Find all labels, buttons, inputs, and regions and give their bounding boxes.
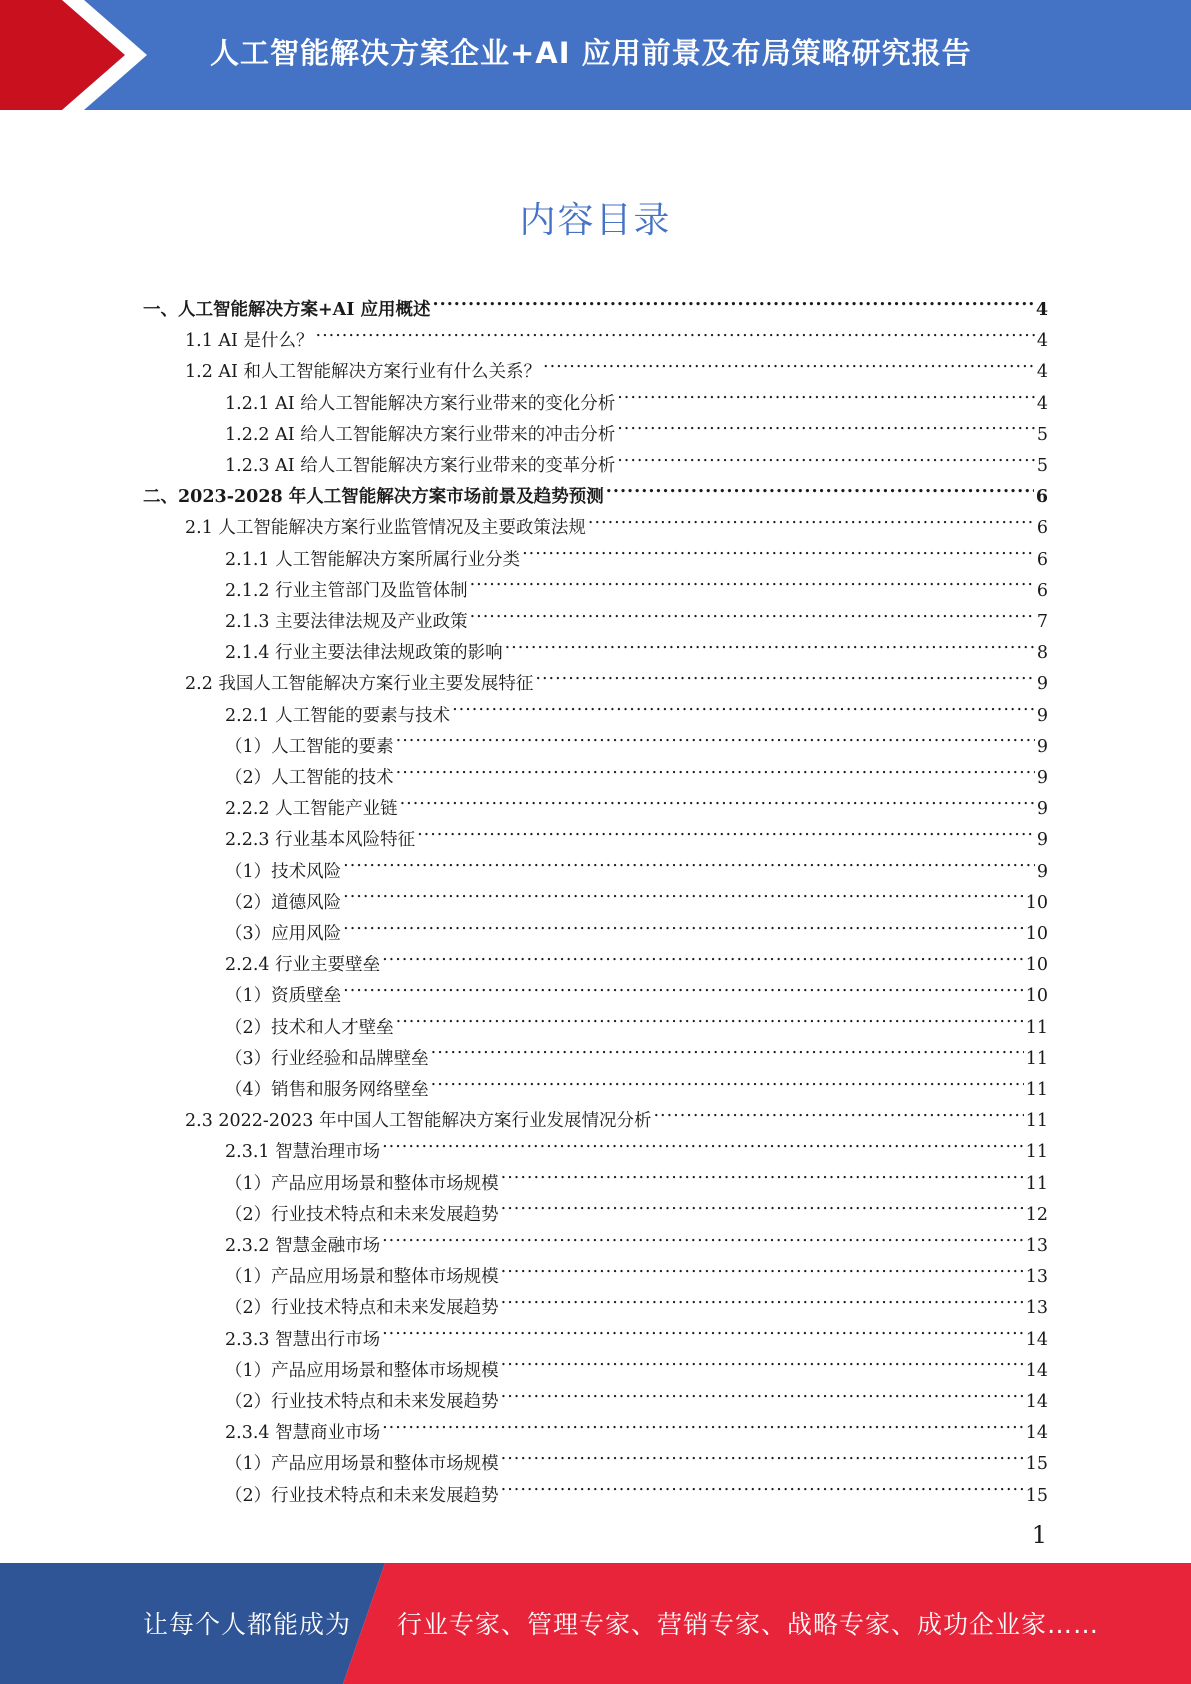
- toc-entry[interactable]: [225, 440, 1048, 476]
- toc-entry-label: 2.1 人工智能解决方案行业监管情况及主要政策法规: [185, 518, 586, 539]
- toc-entry[interactable]: [143, 471, 1048, 508]
- toc-leader-dots: [501, 1282, 1024, 1313]
- toc-leader-dots: [505, 627, 1035, 658]
- toc-leader-dots: [617, 440, 1035, 471]
- toc-entry-page: 10: [1025, 892, 1048, 913]
- toc-leader-dots: [343, 877, 1024, 908]
- toc-entry[interactable]: [225, 814, 1048, 851]
- toc-leader-dots: [501, 1189, 1024, 1220]
- toc-leader-dots: [400, 783, 1035, 814]
- toc-entry-label: （1）人工智能的要素: [225, 736, 394, 757]
- toc-entry-label: 2.3.1 智慧治理市场: [225, 1142, 381, 1163]
- toc-entry[interactable]: [225, 378, 1048, 414]
- toc-leader-dots: [417, 814, 1035, 845]
- toc-entry[interactable]: [225, 1158, 1048, 1194]
- toc-entry-page: 11: [1025, 1080, 1048, 1100]
- toc-title: 内容目录: [519, 200, 672, 241]
- toc-entry-label: 2.2 我国人工智能解决方案行业主要发展特征: [185, 674, 534, 695]
- toc-leader-dots: [501, 1158, 1024, 1189]
- toc-entry[interactable]: [225, 1220, 1048, 1256]
- toc-entry-page: 9: [1036, 830, 1048, 851]
- toc-entry[interactable]: [225, 970, 1048, 1007]
- toc-entry[interactable]: [225, 690, 1048, 726]
- toc-entry-label: 1.2 AI 和人工智能解决方案行业有什么关系？: [185, 362, 542, 383]
- toc-entry-label: 1.1 AI 是什么？: [185, 331, 314, 352]
- toc-leader-dots: [543, 346, 1035, 377]
- report-title: 人工智能解决方案企业+AI 应用前景及布局策略研究报告: [210, 36, 972, 70]
- toc-leader-dots: [617, 409, 1035, 440]
- toc-entry-label: 2.2.4 行业主要壁垒: [225, 955, 381, 976]
- toc-entry-page: 14: [1025, 1360, 1048, 1381]
- toc-entry[interactable]: [225, 409, 1048, 445]
- toc-entry-label: （2）行业技术特点和未来发展趋势: [225, 1204, 499, 1225]
- toc-entry-label: （1）产品应用场景和整体市场规模: [225, 1360, 499, 1381]
- toc-entry-page: 14: [1025, 1329, 1048, 1350]
- toc-leader-dots: [470, 596, 1035, 627]
- footer-banner: [0, 1563, 1191, 1684]
- toc-entry-page: 9: [1036, 861, 1048, 882]
- toc-entry-page: 11: [1025, 1111, 1048, 1132]
- toc-entry-page: 10: [1025, 955, 1048, 976]
- toc-entry-label: （2）道德风险: [225, 892, 342, 913]
- toc-entry[interactable]: [225, 846, 1048, 882]
- toc-entry[interactable]: [143, 284, 1048, 320]
- toc-entry[interactable]: [225, 721, 1048, 757]
- toc-entry-page: 6: [1035, 487, 1048, 508]
- toc-entry-page: 4: [1035, 300, 1048, 320]
- toc-entry-label: （2）行业技术特点和未来发展趋势: [225, 1392, 499, 1412]
- toc-entry-page: 10: [1025, 924, 1048, 944]
- toc-entry[interactable]: [225, 1345, 1048, 1381]
- toc-entry-label: 2.1.1 人工智能解决方案所属行业分类: [225, 549, 521, 570]
- toc-entry-label: （2）技术和人才壁垒: [225, 1017, 394, 1038]
- toc-entry[interactable]: [225, 596, 1048, 632]
- toc-entry[interactable]: [225, 752, 1048, 788]
- toc-entry[interactable]: [225, 627, 1048, 664]
- toc-entry-page: 11: [1025, 1048, 1048, 1069]
- toc-entry-label: （1）产品应用场景和整体市场规模: [225, 1173, 499, 1194]
- toc-entry-page: 5: [1036, 456, 1048, 476]
- toc-entry-page: 13: [1025, 1236, 1048, 1256]
- toc-entry-label: （3）应用风险: [225, 924, 342, 944]
- toc-entry-label: （2）行业技术特点和未来发展趋势: [225, 1485, 499, 1506]
- toc-entry[interactable]: [225, 565, 1048, 601]
- toc-entry-label: （4）销售和服务网络壁垒: [225, 1080, 429, 1100]
- toc-leader-dots: [431, 1033, 1024, 1064]
- toc-leader-dots: [343, 908, 1024, 939]
- toc-entry-label: 二、2023-2028 年人工智能解决方案市场前景及趋势预测: [143, 487, 604, 508]
- toc-entry-page: 12: [1025, 1204, 1048, 1225]
- toc-entry[interactable]: [225, 1282, 1048, 1319]
- toc-entry[interactable]: [185, 1095, 1048, 1132]
- toc-entry-page: 4: [1036, 331, 1048, 352]
- toc-leader-dots: [433, 284, 1034, 315]
- toc-leader-dots: [343, 970, 1024, 1001]
- toc-leader-dots: [617, 378, 1035, 409]
- toc-entry-page: 14: [1025, 1423, 1048, 1444]
- toc-leader-dots: [382, 1407, 1024, 1438]
- toc-entry-page: 4: [1036, 393, 1048, 414]
- page-number: 1: [1031, 1521, 1047, 1549]
- toc-entry-page: 15: [1025, 1454, 1048, 1475]
- toc-entry[interactable]: [225, 534, 1048, 570]
- toc-leader-dots: [382, 1126, 1024, 1157]
- toc-entry[interactable]: [225, 1064, 1048, 1100]
- toc-entry[interactable]: [185, 315, 1048, 352]
- toc-entry-page: 9: [1036, 705, 1048, 726]
- toc-entry-label: 2.1.3 主要法律法规及产业政策: [225, 612, 468, 632]
- toc-entry-page: 6: [1036, 580, 1048, 601]
- toc-leader-dots: [501, 1251, 1024, 1282]
- toc-entry-page: 15: [1025, 1485, 1048, 1506]
- toc-entry-label: （3）行业经验和品牌壁垒: [225, 1048, 429, 1069]
- toc-leader-dots: [343, 846, 1035, 877]
- toc-entry-label: （2）行业技术特点和未来发展趋势: [225, 1298, 499, 1319]
- toc-entry-label: 2.3 2022-2023 年中国人工智能解决方案行业发展情况分析: [185, 1111, 652, 1132]
- toc-entry-page: 8: [1036, 643, 1048, 664]
- toc-entry[interactable]: [225, 1189, 1048, 1225]
- toc-entry[interactable]: [185, 658, 1048, 695]
- toc-entry[interactable]: [225, 1002, 1048, 1038]
- toc-entry-label: 1.2.3 AI 给人工智能解决方案行业带来的变革分析: [225, 456, 616, 476]
- toc-entry[interactable]: [225, 1126, 1048, 1163]
- toc-entry-label: 2.3.2 智慧金融市场: [225, 1236, 381, 1256]
- toc-entry[interactable]: [185, 502, 1048, 539]
- toc-entry-label: 1.2.1 AI 给人工智能解决方案行业带来的变化分析: [225, 393, 616, 414]
- toc-entry[interactable]: [225, 908, 1048, 944]
- toc-entry-label: （2）人工智能的技术: [225, 768, 394, 788]
- toc-entry-label: 2.2.1 人工智能的要素与技术: [225, 705, 451, 726]
- toc-entry-page: 11: [1025, 1017, 1048, 1038]
- toc-entry-page: 13: [1025, 1298, 1048, 1319]
- toc-leader-dots: [382, 939, 1024, 970]
- toc-entry-page: 9: [1036, 768, 1048, 788]
- toc-leader-dots: [588, 502, 1035, 533]
- toc-entry-label: 一、人工智能解决方案+AI 应用概述: [143, 300, 431, 320]
- toc-leader-dots: [431, 1064, 1024, 1095]
- toc-entry-label: 2.2.2 人工智能产业链: [225, 799, 398, 820]
- footer-slogan-left: 让每个人都能成为: [143, 1610, 352, 1639]
- toc-entry-page: 13: [1025, 1267, 1048, 1288]
- toc-entry-page: 4: [1036, 362, 1048, 383]
- toc-entry-label: 2.1.4 行业主要法律法规政策的影响: [225, 643, 503, 664]
- toc-entry-label: 1.2.2 AI 给人工智能解决方案行业带来的冲击分析: [225, 424, 616, 445]
- toc-entry-page: 6: [1036, 518, 1048, 539]
- toc-leader-dots: [522, 534, 1035, 565]
- toc-entry[interactable]: [225, 1376, 1048, 1412]
- toc-leader-dots: [501, 1345, 1024, 1376]
- toc-entry[interactable]: [185, 346, 1048, 383]
- toc-entry-label: （1）技术风险: [225, 861, 342, 882]
- toc-leader-dots: [382, 1314, 1024, 1345]
- toc-leader-dots: [501, 1376, 1024, 1407]
- toc-leader-dots: [501, 1470, 1024, 1501]
- toc-leader-dots: [606, 471, 1034, 502]
- toc-leader-dots: [316, 315, 1035, 346]
- toc-entry-page: 6: [1036, 549, 1048, 570]
- toc-entry[interactable]: [225, 877, 1048, 913]
- toc-entry[interactable]: [225, 939, 1048, 976]
- toc-entry-label: （1）资质壁垒: [225, 986, 342, 1007]
- toc-leader-dots: [653, 1095, 1023, 1126]
- toc-entry[interactable]: [225, 1470, 1048, 1506]
- toc-entry-page: 10: [1025, 986, 1048, 1007]
- toc-entry[interactable]: [225, 1407, 1048, 1444]
- toc-leader-dots: [382, 1220, 1024, 1251]
- toc-entry-page: 9: [1036, 674, 1048, 695]
- toc-entry-label: 2.1.2 行业主管部门及监管体制: [225, 580, 468, 601]
- toc-entry-page: 11: [1025, 1142, 1048, 1163]
- toc-leader-dots: [452, 690, 1035, 721]
- toc-leader-dots: [501, 1438, 1024, 1469]
- toc-entry-label: 2.3.3 智慧出行市场: [225, 1329, 381, 1350]
- toc-entry-label: 2.3.4 智慧商业市场: [225, 1423, 381, 1444]
- toc-entry[interactable]: [225, 783, 1048, 820]
- footer-slogan-right: 行业专家、管理专家、营销专家、战略专家、成功企业家……: [397, 1610, 1100, 1639]
- toc-entry-page: 14: [1025, 1392, 1048, 1412]
- toc-entry-page: 9: [1036, 736, 1048, 757]
- toc-entry[interactable]: [225, 1438, 1048, 1475]
- toc-leader-dots: [396, 752, 1035, 783]
- toc-entry[interactable]: [225, 1033, 1048, 1069]
- toc-entry-page: 7: [1036, 612, 1048, 632]
- toc-entry-label: （1）产品应用场景和整体市场规模: [225, 1267, 499, 1288]
- toc-entry-label: （1）产品应用场景和整体市场规模: [225, 1454, 499, 1475]
- toc-leader-dots: [535, 658, 1034, 689]
- header-banner: [0, 0, 1191, 110]
- toc-entry-label: 2.2.3 行业基本风险特征: [225, 830, 416, 851]
- toc-leader-dots: [396, 721, 1035, 752]
- toc-entry-page: 11: [1025, 1173, 1048, 1194]
- header-arrow-decoration: [0, 0, 160, 110]
- toc-entry[interactable]: [225, 1251, 1048, 1288]
- toc-entry-page: 5: [1036, 424, 1048, 445]
- toc-entry[interactable]: [225, 1314, 1048, 1350]
- toc-entry-page: 9: [1036, 799, 1048, 820]
- toc-leader-dots: [470, 565, 1035, 596]
- toc-leader-dots: [396, 1002, 1024, 1033]
